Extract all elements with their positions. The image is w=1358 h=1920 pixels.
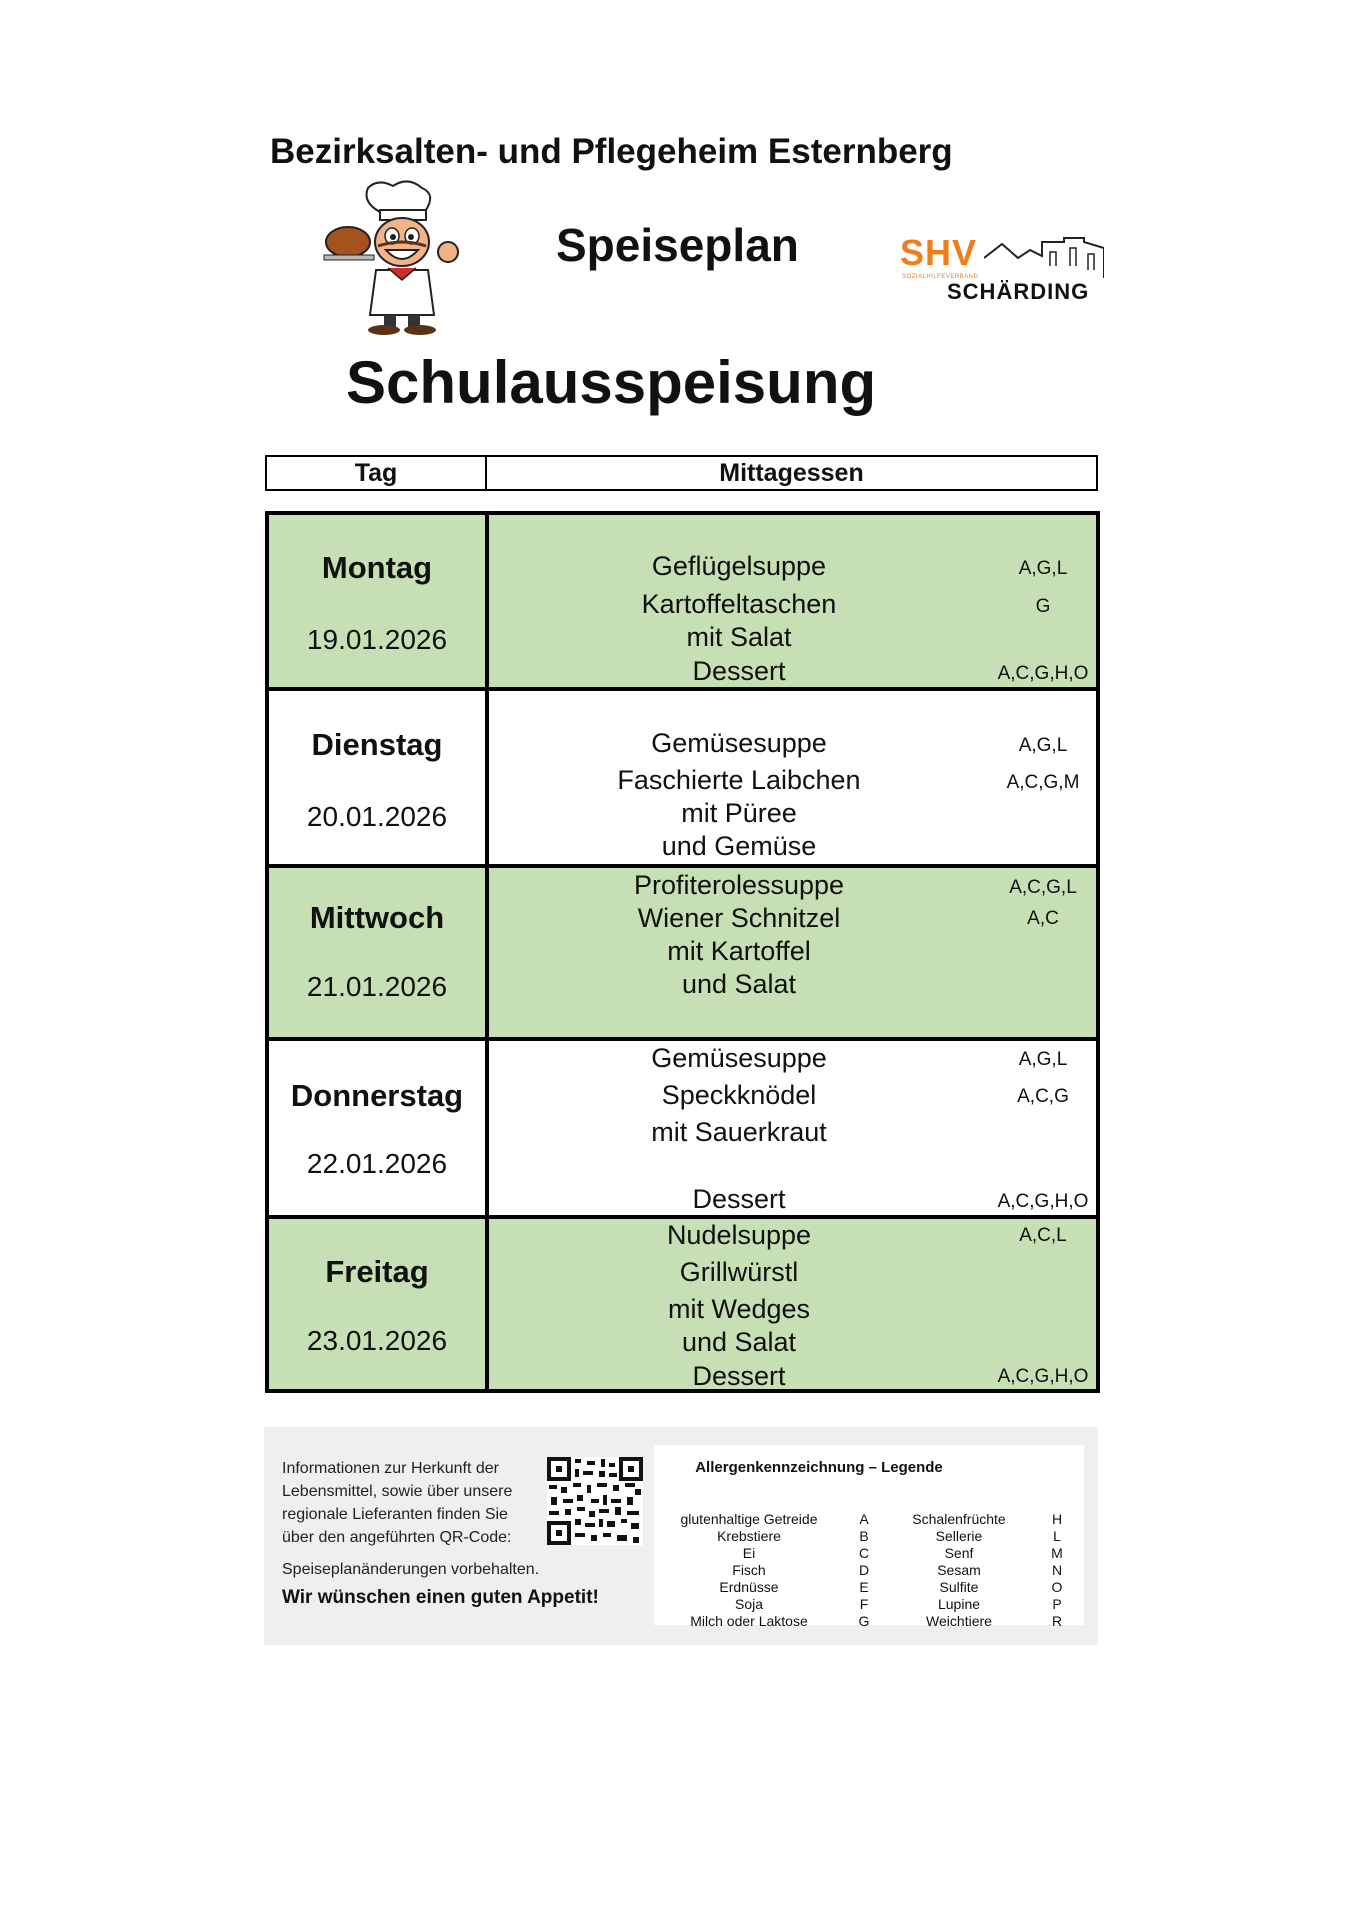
day-date: 23.01.2026 [306,1325,448,1356]
day-cell [269,868,489,1037]
day-row-dienstag [269,691,1096,868]
dish: Profiterolessuppe [633,870,845,900]
allergen-name: Fisch [732,1562,766,1578]
allergen-name: Sesam [937,1562,981,1578]
origin-info [282,1457,552,1549]
logo-subtitle: SOZIALHILFEVERBAND [902,274,979,280]
allergen-name: Ei [742,1545,756,1561]
dish: Nudelsuppe [666,1220,812,1250]
dish: Gemüsesuppe [651,1043,827,1073]
chef-mascot-icon [318,180,476,335]
dish: mit Püree [681,798,797,828]
allergen-codes: A,C,G,M [1006,772,1080,793]
allergen-codes: A,C,L [1019,1225,1067,1246]
day-cell [269,691,489,864]
house-skyline-icon [984,236,1104,280]
header-day: Tag [267,457,487,489]
allergen-codes: A,C,G,H,O [997,663,1089,684]
day-date: 20.01.2026 [306,801,448,832]
qr-code-icon[interactable] [547,1457,643,1545]
legend-row [654,1596,1084,1613]
dish: Gemüsesuppe [651,728,827,758]
day-cell [269,1219,489,1389]
dish: mit Wedges [667,1294,811,1324]
allergen-code: H [1051,1511,1063,1527]
allergen-name: Sulfite [939,1579,979,1595]
allergen-code: P [1052,1596,1062,1612]
dish: Geflügelsuppe [651,551,827,581]
dish: mit Sauerkraut [651,1117,827,1147]
dish: Wiener Schnitzel [637,903,841,933]
legend-row [654,1511,1084,1528]
legend-row [654,1613,1084,1630]
allergen-code: O [1051,1579,1063,1595]
appetite-wish: Wir wünschen einen guten Appetit! [282,1587,599,1608]
allergen-name: Sellerie [935,1528,983,1544]
allergen-code: L [1053,1528,1061,1544]
main-title: Schulausspeisung [346,349,877,416]
day-date: 21.01.2026 [306,971,448,1002]
day-row-donnerstag [269,1041,1096,1219]
dish: Dessert [692,656,786,686]
dish: Faschierte Laibchen [617,765,861,795]
dish: und Salat [681,1327,797,1357]
day-row-freitag [269,1219,1096,1389]
allergen-code: A [859,1511,869,1527]
allergen-codes: A,C,G,H,O [997,1366,1089,1387]
allergen-codes: A,C,G,L [1009,877,1077,898]
allergen-code: F [859,1596,869,1612]
allergen-name: Senf [944,1545,974,1561]
allergen-legend [654,1445,1084,1629]
day-name: Freitag [325,1254,429,1289]
allergen-code: R [1051,1613,1063,1629]
allergen-code: E [859,1579,869,1595]
dish: Grillwürstl [679,1257,799,1287]
footer-box [264,1427,1098,1645]
plan-heading: Speiseplan [556,219,799,271]
allergen-code: D [858,1562,870,1578]
table-header [265,455,1098,491]
shv-logo [900,232,1105,307]
allergen-name: glutenhaltige Getreide [680,1511,818,1527]
legend-row [654,1562,1084,1579]
day-name: Donnerstag [290,1078,464,1113]
allergen-name: Soja [734,1596,764,1612]
allergen-codes: A,C,G [1017,1086,1069,1107]
dish: mit Salat [686,622,792,652]
allergen-code: G [858,1613,870,1629]
allergen-codes: A,C,G,H,O [997,1191,1089,1212]
dish: Dessert [692,1184,786,1214]
dish: Dessert [692,1361,786,1391]
dish: Kartoffeltaschen [641,589,837,619]
info-line: regionale Lieferanten finden Sie [282,1506,508,1523]
logo-brand: SHV [900,232,978,273]
day-name: Dienstag [311,727,443,762]
menu-table [265,511,1100,1393]
dish: mit Kartoffel [667,936,811,966]
allergen-codes: A,G,L [1018,1049,1068,1070]
day-name: Montag [321,550,433,585]
day-cell [269,1041,489,1215]
allergen-name: Lupine [937,1596,981,1612]
day-name: Mittwoch [309,900,445,935]
logo-town: SCHÄRDING [947,279,1090,304]
allergen-name: Schalenfrüchte [912,1511,1006,1527]
allergen-code: N [1051,1562,1063,1578]
allergen-name: Milch oder Laktose [690,1613,808,1629]
info-line: Informationen zur Herkunft der [282,1460,499,1477]
day-row-montag [269,515,1096,691]
allergen-code: B [859,1528,869,1544]
legend-row [654,1579,1084,1596]
info-line: Lebensmittel, sowie über unsere [282,1483,513,1500]
allergen-name: Erdnüsse [719,1579,779,1595]
day-row-mittwoch [269,868,1096,1041]
day-date: 22.01.2026 [306,1148,448,1179]
day-date: 19.01.2026 [306,624,448,655]
dish: Speckknödel [661,1080,817,1110]
allergen-code: C [858,1545,870,1561]
facility-name: Bezirksalten- und Pflegeheim Esternberg [270,132,953,171]
dish: und Salat [681,969,797,999]
legend-title: Allergenkennzeichnung – Legende [695,1459,943,1476]
legend-row [654,1545,1084,1562]
legend-row [654,1528,1084,1545]
allergen-codes: G [1035,596,1051,617]
day-cell [269,515,489,687]
info-line: über den angeführten QR-Code: [282,1529,512,1546]
allergen-codes: A,G,L [1018,735,1068,756]
allergen-name: Weichtiere [926,1613,992,1629]
change-notice: Speiseplanänderungen vorbehalten. [282,1561,540,1578]
allergen-code: M [1051,1545,1063,1561]
header-lunch: Mittagessen [719,458,864,487]
allergen-codes: A,C [1027,908,1059,929]
allergen-codes: A,G,L [1018,558,1068,579]
dish: und Gemüse [661,831,817,861]
allergen-name: Krebstiere [717,1528,781,1544]
